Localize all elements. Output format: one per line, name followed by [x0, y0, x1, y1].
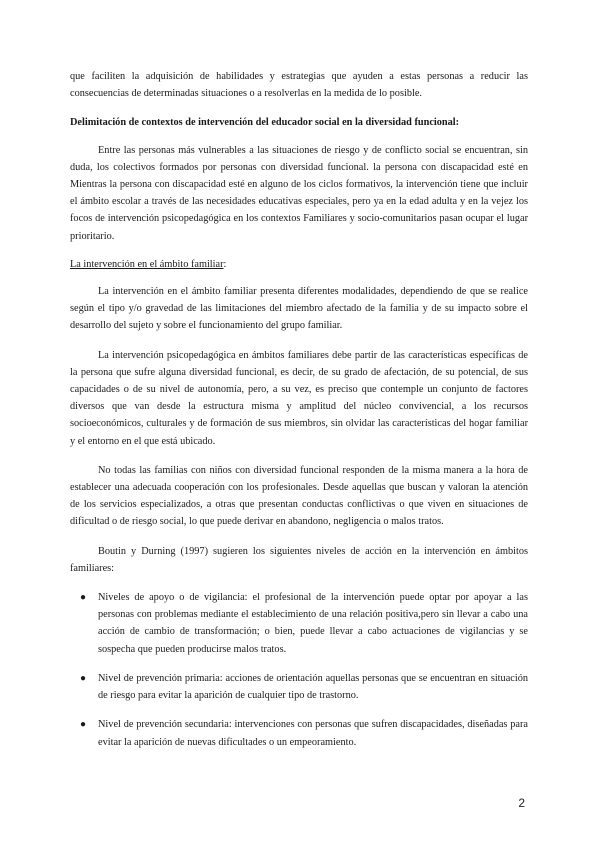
- paragraph-boutin-durning: Boutin y Durning (1997) sugieren los siguientes niveles de acción en la intervención en ámbitos familiares:: [70, 545, 528, 574]
- paragraph-family-modalities: La intervención en el ámbito familiar presenta diferentes modalidades, dependiendo de que se realice según el tipo y/o gravedad de las limitaciones del miembro afectado de la familia y de su impacto sobre el desarrollo del sujeto y sobre el funcionamiento del grupo familiar.: [70, 286, 528, 332]
- levels-list: [70, 589, 528, 751]
- paragraph-families-cooperation: No todas las familias con niños con diversidad funcional responden de la misma manera a la hora de establecer una adecuada cooperación con los profesionales. Desde aquellas que buscan y valoran la atención de los servicios especializados, a otras que presentan conductas conflictivas o que viven en situaciones de dificultad o de riesgo social, lo que puede derivar en abandono, negligencia o malos tratos.: [70, 464, 528, 528]
- list-item-text: Nivel de prevención secundaria: intervenciones con personas que sufren discapacidades, diseñadas para evitar la aparición de nuevas dificultades o un empeoramiento.: [98, 719, 528, 748]
- paragraph-continuation: que faciliten la adquisición de habilidades y estrategias que ayuden a estas personas a reducir las consecuencias de determinadas situaciones o a resolverlas en la medida de lo posible.: [70, 71, 528, 100]
- subheading-line: [70, 256, 528, 273]
- bullet-icon: ●: [80, 592, 87, 604]
- subheading-colon: :: [223, 258, 227, 270]
- list-item-text: Niveles de apoyo o de vigilancia: el profesional de la intervención puede optar por apoyar a las personas con problemas mediante el establecimiento de una relación positiva,pero sin llevar a cabo una acción de cambio de transformación; o bien, puede llevar a cabo actuaciones de vigilancias y se sospecha que pueden producirse malos tratos.: [98, 592, 528, 655]
- page-content: [70, 68, 528, 763]
- subheading-family: La intervención en el ámbito familiar: [70, 258, 224, 270]
- bullet-icon: ●: [80, 719, 87, 731]
- bullet-icon: ●: [80, 672, 87, 684]
- paragraph-vulnerable-groups: Entre las personas más vulnerables a las situaciones de riesgo y de conflicto social se encuentran, sin duda, los colectivos formados por personas con diversidad funcional. la persona con discapacidad esté en Mientras la persona con discapacidad esté en alguno de los ciclos formativos, la intervención tiene que incluir el ámbito escolar a través de las necesidades educativas especiales, pero ya en la edad adulta y en la vejez los focos de intervención psicopedagógica en los contextos Familiares y socio-comunitarios pasan ocupar el lugar prioritario.: [70, 144, 528, 242]
- list-item: [70, 589, 528, 658]
- list-item: [70, 670, 528, 704]
- section-heading: Delimitación de contextos de intervención del educador social en la diversidad funcional:: [70, 117, 460, 129]
- paragraph-psychopedagogical: La intervención psicopedagógica en ámbitos familiares debe partir de las características específicas de la persona que sufre alguna diversidad funcional, es decir, de su grado de afectación, de su potencial, de sus capacidades o de su nivel de autonomía, pero, a su vez, es preciso que contemple un conjunto de factores diversos que van desde la estructura misma y amplitud del núcleo convivencial, a los recursos socioeconómicos, culturales y de formación de sus miembros, sin olvidar las características del hogar familiar y el entorno en el que está ubicado.: [70, 349, 528, 447]
- list-item: [70, 716, 528, 750]
- list-item-text: Nivel de prevención primaria: acciones de orientación aquellas personas que se encuentran en situación de riesgo para evitar la aparición de cualquier tipo de trastorno.: [98, 672, 528, 702]
- page-number: 2: [518, 796, 525, 810]
